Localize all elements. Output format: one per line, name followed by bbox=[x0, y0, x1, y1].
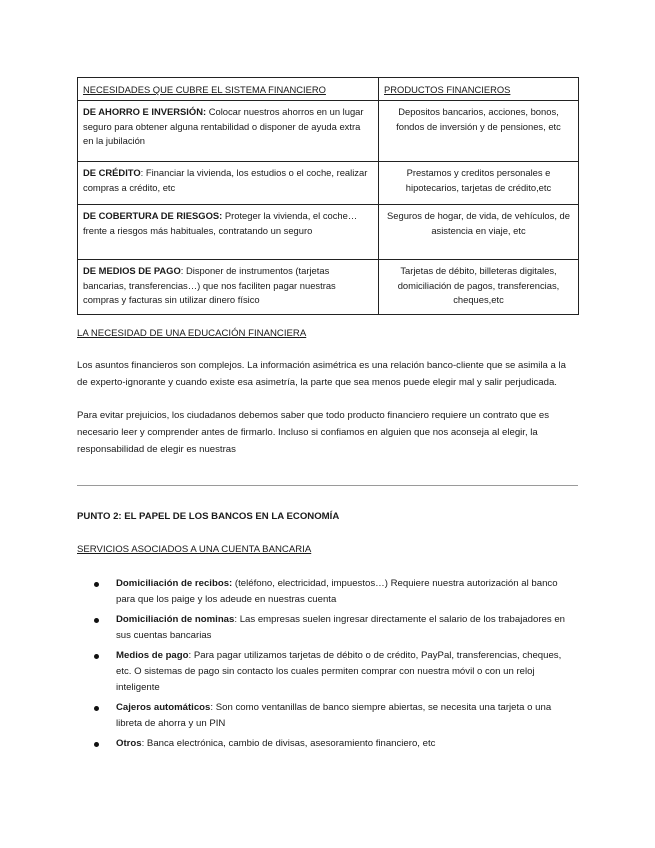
service-title: Domiciliación de nominas bbox=[116, 613, 235, 625]
need-cell bbox=[78, 162, 379, 205]
need-text: : Disponer de instrumentos (tarjetas bancarias, transferencias…) que nos faciliten pagar nuestras compras y facturas sin utilizar dinero físico bbox=[83, 265, 336, 306]
table-header-products: PRODUCTOS FINANCIEROS bbox=[379, 78, 579, 101]
bullet-icon bbox=[94, 706, 99, 711]
products-cell: Seguros de hogar, de vida, de vehículos, de asistencia en viaje, etc bbox=[379, 205, 579, 260]
bullet-icon bbox=[94, 582, 99, 587]
service-title: Otros bbox=[116, 737, 142, 749]
bullet-icon bbox=[94, 618, 99, 623]
products-cell: Depositos bancarios, acciones, bonos, fondos de inversión y de pensiones, etc bbox=[379, 101, 579, 162]
bullet-icon bbox=[94, 742, 99, 747]
need-cell bbox=[78, 260, 379, 315]
section2-heading: PUNTO 2: EL PAPEL DE LOS BANCOS EN LA ECONOMÍA bbox=[77, 511, 340, 522]
education-heading: LA NECESIDAD DE UNA EDUCACIÓN FINANCIERA bbox=[77, 328, 307, 339]
list-item bbox=[77, 648, 579, 697]
need-title: DE MEDIOS DE PAGO bbox=[83, 265, 181, 277]
service-title: Domiciliación de recibos: bbox=[116, 578, 233, 589]
need-text: : Financiar la vivienda, los estudios o el coche, realizar compras a crédito, etc bbox=[83, 167, 368, 193]
table-header-row bbox=[78, 78, 579, 101]
table-header-needs: NECESIDADES QUE CUBRE EL SISTEMA FINANCIERO bbox=[78, 78, 379, 101]
need-cell bbox=[78, 101, 379, 162]
list-item bbox=[77, 736, 579, 752]
section-divider bbox=[77, 485, 578, 486]
need-cell bbox=[78, 205, 379, 260]
bullet-icon bbox=[94, 654, 99, 659]
products-cell: Prestamos y creditos personales e hipotecarios, tarjetas de crédito,etc bbox=[379, 162, 579, 205]
service-text: : Para pagar utilizamos tarjetas de débito o de crédito, PayPal, transferencias, cheques, etc. O sistemas de pago sin contacto los cuales permiten comprar con nuestra móvil o con un reloj inteligente bbox=[116, 649, 562, 694]
need-title: DE AHORRO E INVERSIÓN: bbox=[83, 106, 207, 118]
service-text: : Las empresas suelen ingresar directamente el salario de los trabajadores en sus cuentas bancarias bbox=[116, 613, 565, 642]
list-item bbox=[77, 576, 579, 609]
table-row bbox=[78, 205, 579, 260]
need-title: DE CRÉDITO bbox=[83, 167, 141, 179]
service-text: (teléfono, electricidad, impuestos…) Requiere nuestra autorización al banco para que los paige y los adeude en nuestras cuenta bbox=[116, 578, 558, 606]
service-title: Medios de pago bbox=[116, 649, 189, 661]
table-row bbox=[78, 260, 579, 315]
financial-needs-table bbox=[77, 77, 579, 315]
education-paragraph-2: Para evitar prejuicios, los ciudadanos debemos saber que todo producto financiero requiere un contrato que es necesario leer y comprender antes de firmarlo. Incluso si confiamos en alguien que nos aconseja al elegir, la responsabilidad de elegir es nuestras bbox=[77, 410, 549, 455]
need-title: DE COBERTURA DE RIESGOS: bbox=[83, 210, 223, 222]
education-paragraph-1: Los asuntos financieros son complejos. La información asimétrica es una relación banco-cliente que se asimila a la de experto-ignorante y cuando existe esa asimetría, la parte que sea menos puede elegir mal y salir perjudicada. bbox=[77, 360, 567, 388]
products-cell: Tarjetas de débito, billeteras digitales, domiciliación de pagos, transferencias, cheques,etc bbox=[379, 260, 579, 315]
services-subheading: SERVICIOS ASOCIADOS A UNA CUENTA BANCARIA bbox=[77, 544, 312, 555]
list-item bbox=[77, 612, 579, 645]
need-text: Colocar nuestros ahorros en un lugar seguro para obtener alguna rentabilidad o disponer de ayuda extra en la jubilación bbox=[83, 106, 364, 147]
table-row bbox=[78, 101, 579, 162]
need-text: Proteger la vivienda, el coche… frente a riesgos más habituales, contratando un seguro bbox=[83, 210, 358, 236]
table-row bbox=[78, 162, 579, 205]
service-text: : Banca electrónica, cambio de divisas, asesoramiento financiero, etc bbox=[141, 737, 436, 749]
service-text: : Son como ventanillas de banco siempre abiertas, se necesita una tarjeta o una libreta de ahorra y un PIN bbox=[116, 701, 552, 730]
services-list bbox=[77, 576, 579, 755]
service-title: Cajeros automáticos bbox=[116, 701, 211, 713]
list-item bbox=[77, 700, 579, 733]
